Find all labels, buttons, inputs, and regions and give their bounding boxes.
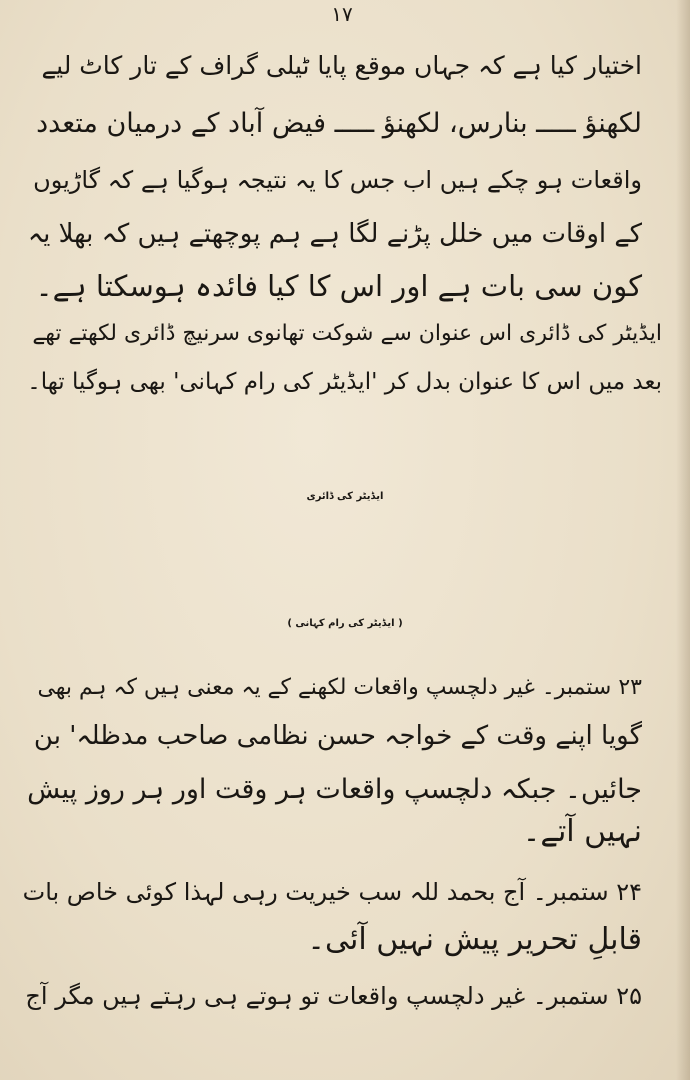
footnote-line-2: بعد میں اس کا عنوان بدل کر 'ایڈیٹر کی رام کہانی' بھی ہوگیا تھا۔ bbox=[27, 369, 662, 395]
entry-line-4: نہیں آتے۔ bbox=[522, 814, 642, 849]
entry-line-5: ۲۴ ستمبر۔ آج بحمد للہ سب خیریت رہی لہذا کوئی خاص بات bbox=[22, 878, 642, 906]
diary-subtitle: ( ایڈیٹر کی رام کہانی ) bbox=[287, 618, 403, 629]
entry-line-1: ۲۳ ستمبر۔ غیر دلچسپ واقعات لکھنے کے یہ معنی ہیں کہ ہم بھی bbox=[37, 675, 642, 700]
entry-line-6: قابلِ تحریر پیش نہیں آئی۔ bbox=[307, 922, 642, 957]
entry-line-7: ۲۵ ستمبر۔ غیر دلچسپ واقعات تو ہوتے ہی رہتے ہیں مگر آج bbox=[25, 982, 642, 1010]
intro-line-5: کون سی بات ہے اور اس کا کیا فائدہ ہوسکتا ہے۔ bbox=[35, 269, 642, 303]
intro-line-1: اختیار کیا ہے کہ جہاں موقع پایا ٹیلی گراف کے تار کاٹ لیے bbox=[41, 51, 642, 80]
intro-line-3: واقعات ہو چکے ہیں اب جس کا یہ نتیجہ ہوگیا ہے کہ گاڑیوں bbox=[33, 166, 642, 194]
footnote-line-1: ایڈیٹر کی ڈائری اس عنوان سے شوکت تھانوی سرنیچ ڈائری لکھتے تھے bbox=[32, 321, 662, 346]
entry-line-2: گویا اپنے وقت کے خواجہ حسن نظامی صاحب مدظلہ' بن bbox=[33, 721, 642, 751]
page-spine-shadow bbox=[676, 0, 690, 1080]
entry-line-3: جائیں۔ جبکہ دلچسپ واقعات ہر وقت اور ہر روز پیش bbox=[27, 774, 642, 805]
page-number: ۱۷ bbox=[331, 2, 353, 26]
diary-title: ایڈیٹر کی ڈائری bbox=[306, 491, 384, 502]
intro-line-4: کے اوقات میں خلل پڑنے لگا ہے ہم پوچھتے ہیں کہ بھلا یہ bbox=[27, 219, 642, 249]
intro-line-2: لکھنؤ ـــــ بنارس، لکھنؤ ـــــ فیض آباد کے درمیان متعدد bbox=[36, 108, 642, 139]
